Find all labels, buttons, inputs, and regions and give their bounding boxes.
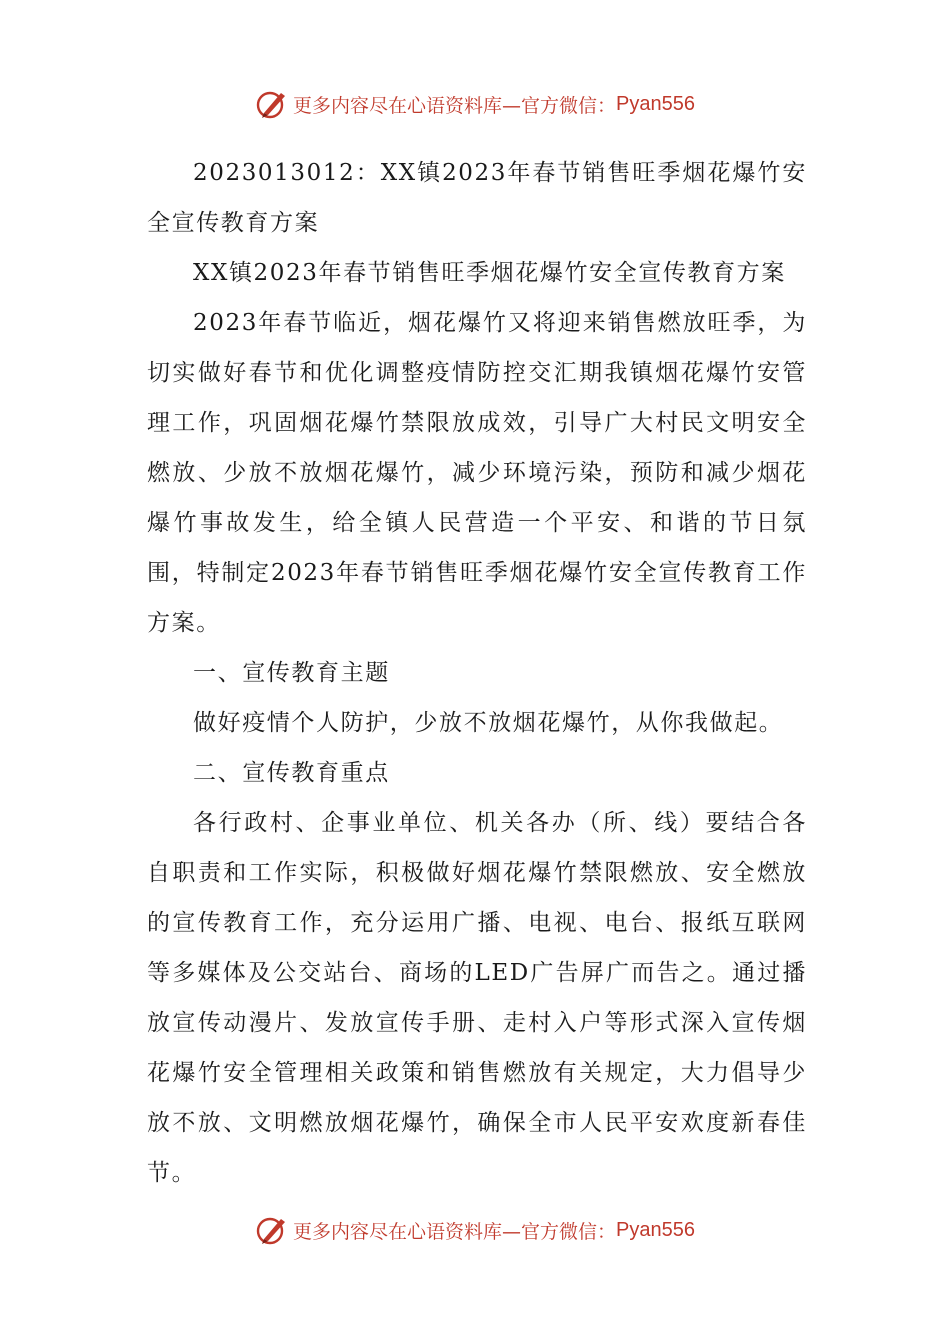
document-body xyxy=(147,148,807,1198)
watermark-account: Pyan556 xyxy=(616,1218,695,1241)
pen-logo-icon xyxy=(255,87,289,121)
pen-logo-icon xyxy=(255,1213,289,1247)
document-subtitle: XX镇2023年春节销售旺季烟花爆竹安全宣传教育方案 xyxy=(193,260,786,286)
document-title: 2023013012：XX镇2023年春节销售旺季烟花爆竹安全宣传教育方案 xyxy=(147,160,807,236)
watermark-text: 更多内容尽在心语资料库—官方微信： xyxy=(293,94,617,117)
section-1-heading: 一、宣传教育主题 xyxy=(193,660,390,686)
header-watermark xyxy=(0,84,950,124)
intro-paragraph: 2023年春节临近，烟花爆竹又将迎来销售燃放旺季，为切实做好春节和优化调整疫情防控交汇期我镇烟花爆竹安管理工作，巩固烟花爆竹禁限放成效，引导广大村民文明安全燃放、少放不放烟花爆竹，减少环境污染，预防和减少烟花爆竹事故发生，给全镇人民营造一个平安、和谐的节日氛围，特制定2023年春节销售旺季烟花爆竹安全宣传教育工作方案。 xyxy=(147,310,807,636)
watermark-text: 更多内容尽在心语资料库—官方微信： xyxy=(293,1220,617,1243)
watermark-account: Pyan556 xyxy=(616,92,695,115)
section-2-body: 各行政村、企事业单位、机关各办（所、线）要结合各自职责和工作实际，积极做好烟花爆竹禁限燃放、安全燃放的宣传教育工作，充分运用广播、电视、电台、报纸互联网等多媒体及公交站台、商场的LED广告屏广而告之。通过播放宣传动漫片、发放宣传手册、走村入户等形式深入宣传烟花爆竹安全管理相关政策和销售燃放有关规定，大力倡导少放不放、文明燃放烟花爆竹，确保全市人民平安欢度新春佳节。 xyxy=(147,810,807,1186)
section-1-body: 做好疫情个人防护，少放不放烟花爆竹，从你我做起。 xyxy=(193,710,784,736)
footer-watermark xyxy=(0,1210,950,1250)
section-2-heading: 二、宣传教育重点 xyxy=(193,760,390,786)
